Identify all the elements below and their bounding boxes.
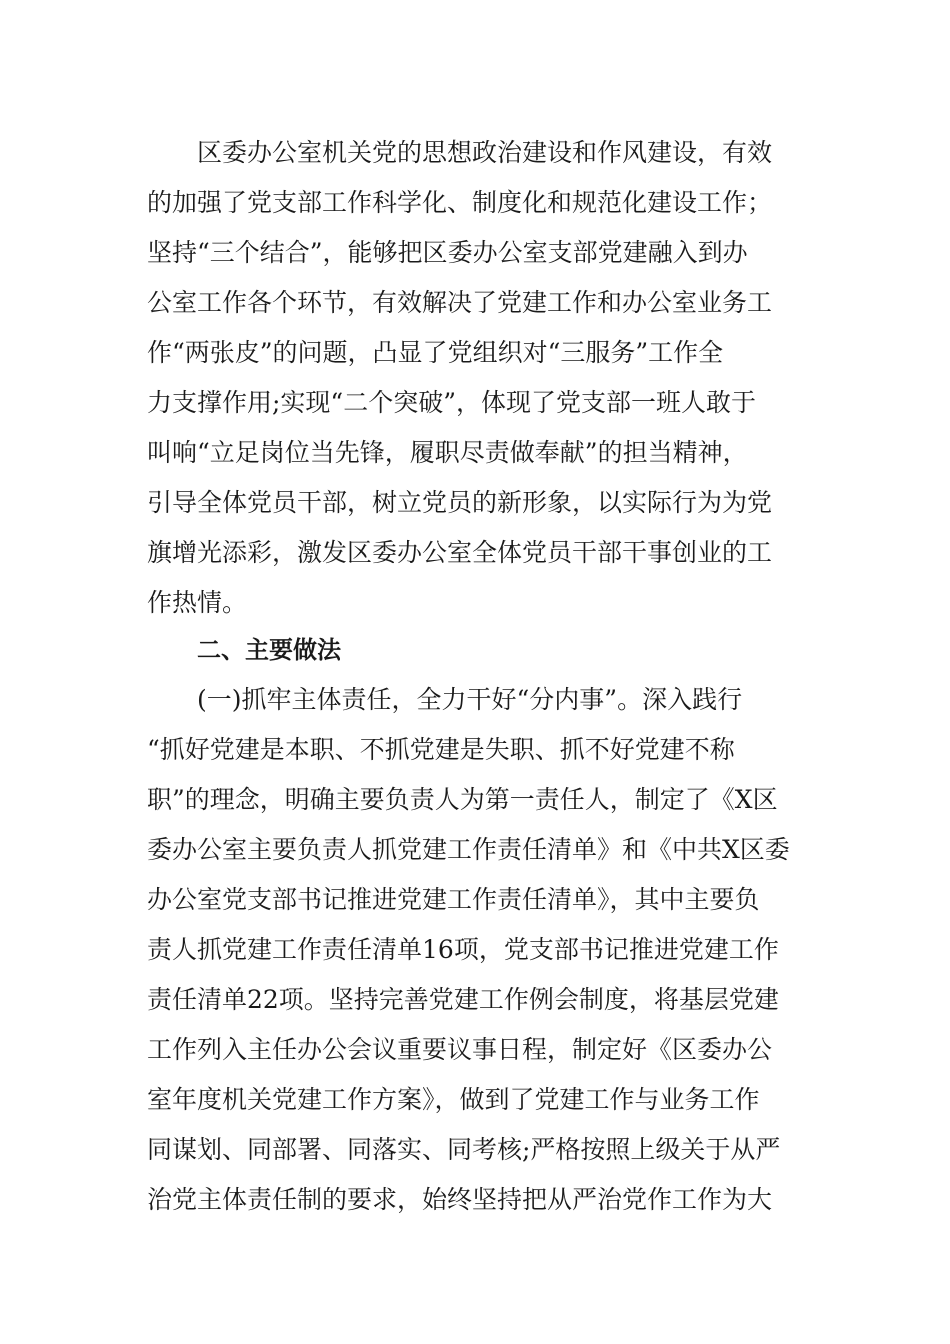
paragraph-main-practices — [147, 675, 807, 1225]
paragraph-line: 同谋划、同部署、同落实、同考核;严格按照上级关于从严 — [147, 1135, 781, 1164]
paragraph-line: (一)抓牢主体责任，全力干好“分内事”。深入践行 — [197, 685, 743, 714]
paragraph-line: 旗增光添彩，激发区委办公室全体党员干部干事创业的工 — [147, 538, 773, 567]
paragraph-line: 区委办公室机关党的思想政治建设和作风建设，有效 — [197, 138, 773, 167]
paragraph-line: 力支撑作用;实现“二个突破”，体现了党支部一班人敢于 — [147, 388, 756, 417]
paragraph-continuation — [147, 128, 807, 628]
paragraph-line: 作“两张皮”的问题，凸显了党组织对“三服务”工作全 — [147, 338, 724, 367]
paragraph-line: 引导全体党员干部，树立党员的新形象，以实际行为为党 — [147, 488, 773, 517]
section-heading-block — [147, 625, 807, 675]
paragraph-line: 室年度机关党建工作方案》，做到了党建工作与业务工作 — [147, 1085, 760, 1114]
paragraph-line: 委办公室主要负责人抓党建工作责任清单》和《中共X区委 — [147, 835, 790, 864]
paragraph-line: 治党主体责任制的要求，始终坚持把从严治党作工作为大 — [147, 1185, 773, 1214]
section-heading: 二、主要做法 — [197, 636, 341, 664]
paragraph-line: 办公室党支部书记推进党建工作责任清单》，其中主要负 — [147, 885, 760, 914]
paragraph-line: 的加强了党支部工作科学化、制度化和规范化建设工作； — [147, 188, 773, 217]
paragraph-line: 作热情。 — [147, 588, 248, 617]
paragraph-line: 责任清单22项。坚持完善党建工作例会制度，将基层党建 — [147, 985, 779, 1014]
paragraph-line: “抓好党建是本职、不抓党建是失职、抓不好党建不称 — [147, 735, 735, 764]
paragraph-line: 叫响“立足岗位当先锋，履职尽责做奉献”的担当精神， — [147, 438, 748, 467]
paragraph-line: 责人抓党建工作责任清单16项，党支部书记推进党建工作 — [147, 935, 779, 964]
paragraph-line: 职”的理念，明确主要负责人为第一责任人，制定了《X区 — [147, 785, 778, 814]
paragraph-line: 工作列入主任办公会议重要议事日程，制定好《区委办公 — [147, 1035, 773, 1064]
paragraph-line: 坚持“三个结合”，能够把区委办公室支部党建融入到办 — [147, 238, 748, 267]
paragraph-line: 公室工作各个环节，有效解决了党建工作和办公室业务工 — [147, 288, 773, 317]
